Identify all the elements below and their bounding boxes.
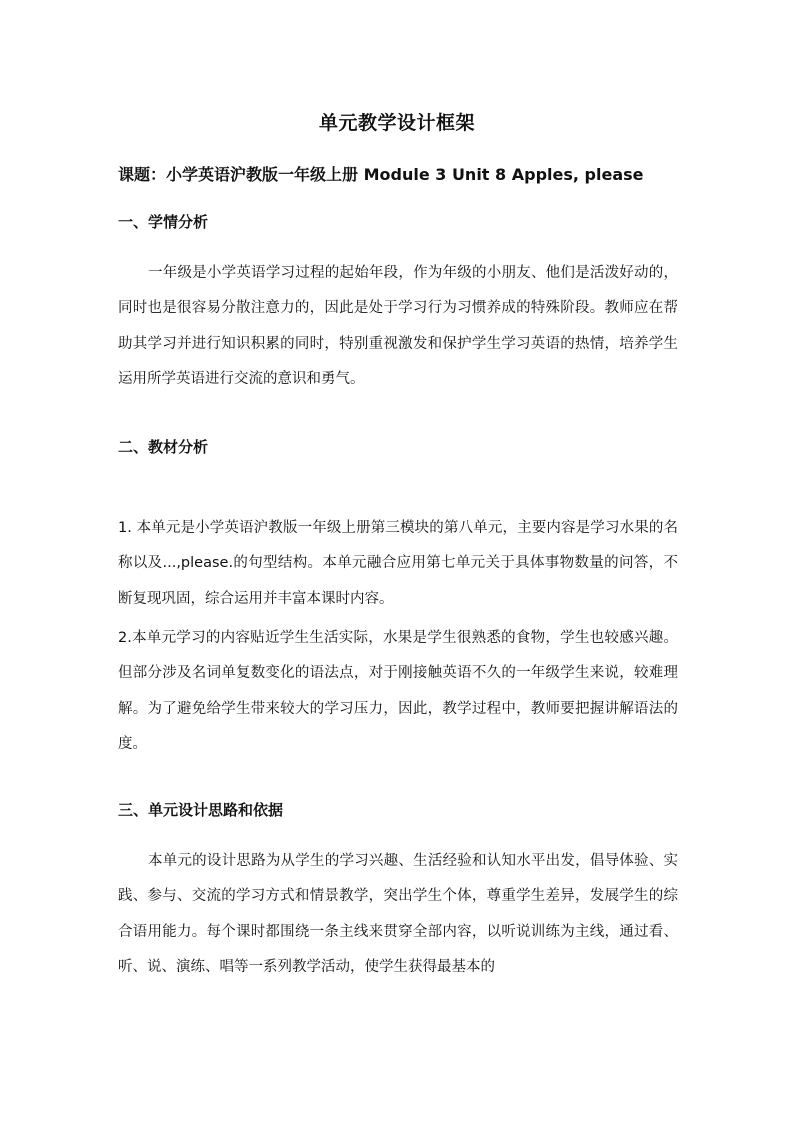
section-heading-material-analysis: 二、教材分析 [118, 438, 209, 456]
document-title: 单元教学设计框架 [318, 112, 475, 134]
paragraph-material-analysis-2: 2.本单元学习的内容贴近学生生活实际，水果是学生很熟悉的食物，学生也较感兴趣。但部分涉及名词单复数变化的语法点，对于刚接触英语不久的一年级学生来说，较难理解。为了避免给学生带来较大的学习压力，因此，教学过程中，教师要把握讲解语法的度。 [118, 630, 678, 752]
section-heading-learner-analysis: 一、学情分析 [118, 213, 209, 231]
lesson-subject: 课题：小学英语沪教版一年级上册 Module 3 Unit 8 Apples, please [118, 165, 644, 184]
paragraph-material-analysis-1: 1. 本单元是小学英语沪教版一年级上册第三模块的第八单元，主要内容是学习水果的名称以及...,please.的句型结构。本单元融合应用第七单元关于具体事物数量的问答，不断复现巩固，综合运用并丰富本课时内容。 [118, 520, 678, 607]
paragraph-learner-analysis: 一年级是小学英语学习过程的起始年段，作为年级的小朋友、他们是活泼好动的，同时也是很容易分散注意力的，因此是处于学习行为习惯养成的特殊阶段。教师应在帮助其学习并进行知识积累的同时，特别重视激发和保护学生学习英语的热情，培养学生运用所学英语进行交流的意识和勇气。 [118, 265, 678, 387]
section-heading-design-rationale: 三、单元设计思路和依据 [118, 801, 284, 819]
paragraph-design-rationale: 本单元的设计思路为从学生的学习兴趣、生活经验和认知水平出发，倡导体验、实践、参与、交流的学习方式和情景教学，突出学生个体，尊重学生差异，发展学生的综合语用能力。每个课时都围绕一条主线来贯穿全部内容，以听说训练为主线，通过看、听、说、演练、唱等一系列教学活动，使学生获得最基本的 [118, 853, 678, 975]
